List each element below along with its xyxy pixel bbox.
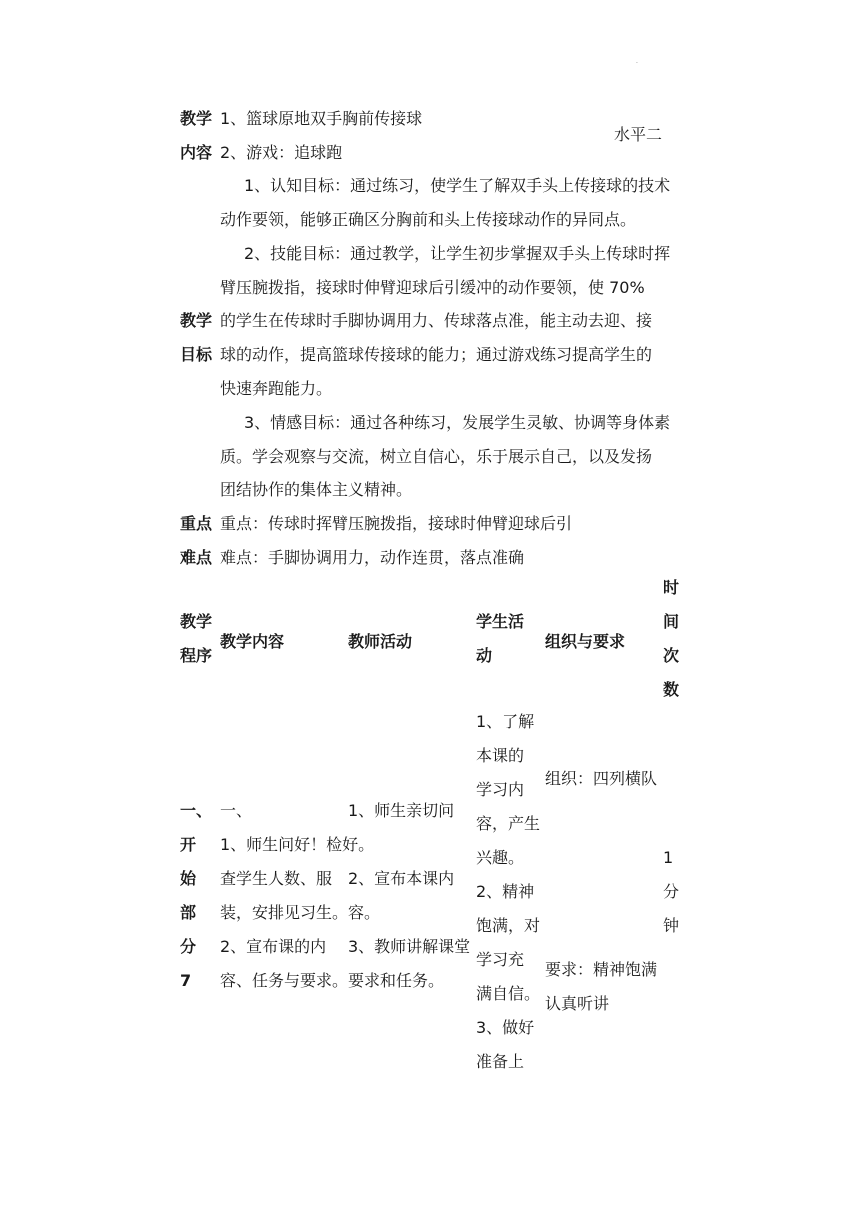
header-teacher: 教师活动 [348, 632, 413, 651]
goals-label-1: 教学 [180, 311, 213, 330]
organization-requirement: 要求：精神饱满 认真听讲 [545, 960, 658, 1013]
time-cell: 1 分 钟 [663, 848, 680, 935]
goal-line: 动作要领，能够正确区分胸前和头上传接球动作的异同点。 [220, 210, 637, 229]
goal-line: 快速奔跑能力。 [220, 379, 333, 398]
goal-line: 团结协作的集体主义精神。 [220, 480, 413, 499]
header-procedure: 教学 程序 [180, 612, 213, 665]
level-label: 水平二 [614, 125, 663, 144]
content-line-1: 1、篮球原地双手胸前传接球 [220, 109, 423, 128]
goal-line: 2、技能目标：通过教学，让学生初步掌握双手头上传球时挥 [244, 244, 671, 263]
content-cell: 一、 1、师生问好！检好。 查学生人数、服 装，安排见习生。 2、宣布课的内 容、任务与要求。 [220, 801, 375, 990]
content-line-2: 2、游戏：追球跑 [220, 143, 343, 162]
goal-line: 质。学会观察与交流，树立自信心，乐于展示自己，以及发扬 [220, 447, 653, 466]
header-content: 教学内容 [220, 632, 285, 651]
goal-line: 的学生在传球时手脚协调用力、传球落点准，能主动去迎、接 [220, 311, 653, 330]
goal-line: 臂压腕拨指，接球时伸臂迎球后引缓冲的动作要领，使 70% [220, 278, 645, 297]
page-mark: . [636, 58, 638, 65]
keypoint-line: 重点：传球时挥臂压腕拨指，接球时伸臂迎球后引 [220, 514, 573, 533]
difficulty-line: 难点：手脚协调用力，动作连贯，落点准确 [220, 548, 525, 567]
header-student: 学生活 动 [476, 612, 525, 665]
header-organization: 组织与要求 [545, 632, 626, 651]
header-time: 时 间 次 数 [663, 578, 680, 699]
content-label-1: 教学 [180, 109, 213, 128]
goals-label-2: 目标 [180, 345, 213, 364]
organization-formation: 组织：四列横队 [545, 769, 658, 788]
keypoints-label-1: 重点 [180, 514, 213, 533]
keypoints-label-2: 难点 [180, 548, 213, 567]
goal-line: 球的动作，提高篮球传接球的能力；通过游戏练习提高学生的 [220, 345, 653, 364]
section-label: 一、 开 始 部 分 7 [180, 801, 213, 990]
content-label-2: 内容 [180, 143, 213, 162]
teacher-cell: 1、师生亲切问 2、宣布本课内 容。 3、教师讲解课堂 要求和任务。 [348, 801, 471, 990]
goal-line: 3、情感目标：通过各种练习，发展学生灵敏、协调等身体素 [244, 413, 671, 432]
student-cell: 1、了解 本课的 学习内 容，产生 兴趣。 2、精神 饱满，对 学习充 满自信。 3、做好 准备上 [476, 712, 541, 1071]
goal-line: 1、认知目标：通过练习，使学生了解双手头上传接球的技术 [244, 176, 671, 195]
